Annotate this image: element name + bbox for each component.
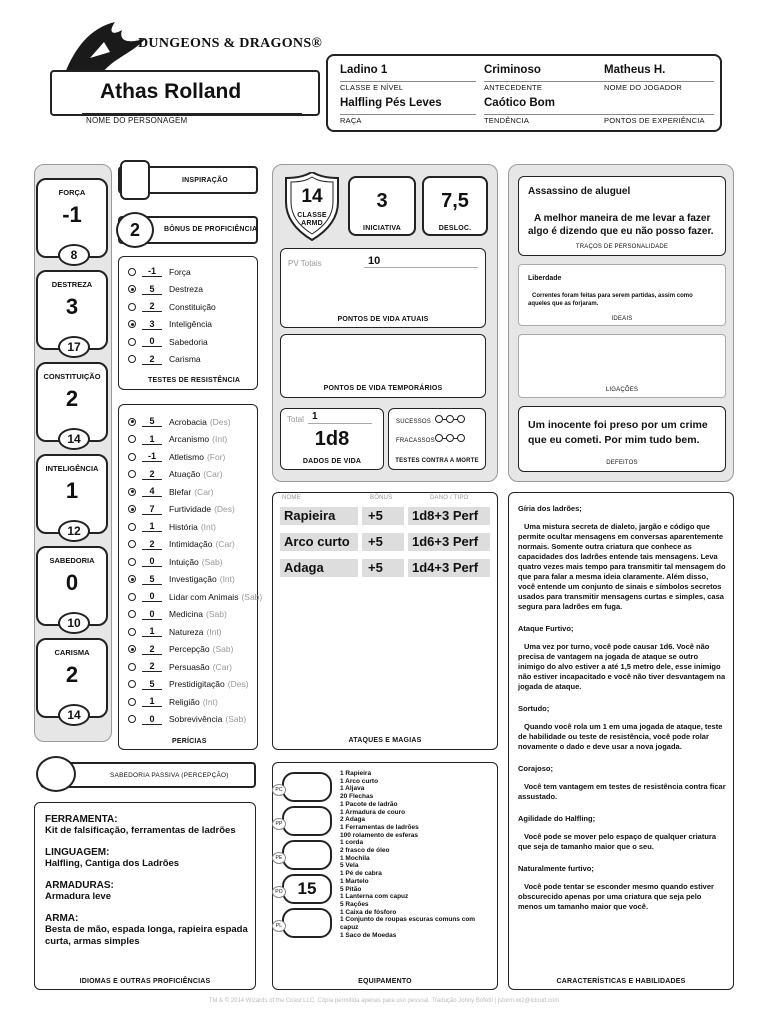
skill-name: Persuasão [169, 661, 210, 672]
skill-value[interactable]: 2 [142, 644, 162, 655]
proficiency-value[interactable]: 2 [116, 212, 154, 248]
feature-text: Você tem vantagem em testes de resistência contra ficar assustado. [518, 782, 726, 801]
proficiency-dot-icon[interactable] [128, 628, 136, 636]
proficiency-heading: ARMA: [45, 913, 79, 924]
traits-label: TRAÇOS DE PERSONALIDADE [575, 244, 669, 250]
skill-value[interactable]: 4 [142, 486, 162, 497]
character-name-label: NOME DO PERSONAGEM [86, 116, 188, 125]
features-list [518, 504, 726, 924]
equipment-item: 1 Rapieira [340, 770, 372, 777]
skill-name: Religião [169, 696, 200, 707]
attack-name[interactable]: Adaga [280, 559, 358, 577]
equipment-item: 1 Pé de cabra [340, 870, 382, 878]
equipment-item: 1 Caixa de fósforo [340, 908, 397, 916]
save-row[interactable] [128, 351, 201, 368]
skill-value[interactable]: 1 [142, 696, 162, 707]
equipment-item: 1 Pacote de ladrão [340, 800, 398, 808]
coin-pl[interactable] [275, 908, 332, 938]
proficiency-text: Kit de falsificação, ferramentas de ladrões [45, 825, 236, 836]
equipment-item: 1 Mochila [340, 854, 370, 862]
skill-value[interactable]: 0 [142, 714, 162, 725]
proficiency-dot-icon[interactable] [128, 645, 136, 653]
proficiency-dot-icon[interactable] [128, 715, 136, 723]
footer-text: TM & © 2014 Wizards of the Coast LLC. Cópia permitida apenas para uso pessoal. Tradução Johny Bofetti | jstorm.wiz@icloud.com [208, 998, 560, 1004]
equipment-item: 1 Martelo [340, 877, 369, 885]
hit-dice-total[interactable]: 1 [312, 411, 318, 422]
skill-row[interactable] [128, 536, 235, 553]
save-value[interactable]: 2 [142, 354, 162, 365]
skill-attribute: (Car) [194, 486, 214, 497]
equipment-item: 1 Armadura de couro [340, 808, 406, 816]
header-field-label: CLASSE E NÍVEL [340, 83, 404, 92]
armor-class-label: CLASSE ARMD [297, 212, 327, 227]
logo-text: DUNGEONS & DRAGONS® [138, 36, 323, 51]
skill-attribute: (Sab) [212, 644, 234, 654]
save-value[interactable]: 2 [142, 301, 162, 312]
skill-row[interactable] [128, 448, 225, 465]
skill-row[interactable] [128, 658, 232, 675]
skill-row[interactable] [128, 571, 235, 588]
save-value[interactable]: 3 [142, 319, 162, 330]
proficiency-label: BÔNUS DE PROFICIÊNCIA [164, 226, 258, 233]
attack-name[interactable]: Arco curto [280, 533, 358, 551]
header-field-value[interactable]: Caótico Bom [484, 97, 555, 109]
skill-row[interactable] [128, 483, 214, 500]
death-saves-label: TESTES CONTRA A MORTE [395, 458, 479, 464]
inspiration-value-box[interactable] [120, 160, 150, 200]
skill-row[interactable] [128, 606, 227, 623]
hp-current-label: PONTOS DE VIDA ATUAIS [337, 316, 429, 323]
proficiency-dot-icon[interactable] [128, 593, 136, 601]
feature-heading: Agilidade do Halfling; [518, 814, 596, 823]
proficiency-dot-icon[interactable] [128, 488, 136, 496]
attack-damage[interactable]: 1d8+3 Perf [408, 507, 490, 525]
equipment-item: 5 Pitão [340, 885, 362, 893]
proficiency-dot-icon[interactable] [128, 268, 136, 276]
proficiency-dot-icon[interactable] [128, 698, 136, 706]
death-success-3[interactable] [457, 415, 465, 423]
header-field-line [484, 114, 620, 115]
death-success-label: SUCESSOS [396, 419, 431, 425]
skill-row[interactable] [128, 501, 235, 518]
attacks-col-damage: DANO / TIPO [430, 495, 469, 501]
header-field-label: ANTECEDENTE [484, 83, 543, 92]
feature-heading: Gíria dos ladrões; [518, 504, 582, 513]
coin-pc[interactable] [275, 772, 332, 802]
attack-bonus[interactable]: +5 [362, 533, 404, 551]
attack-damage[interactable]: 1d4+3 Perf [408, 559, 490, 577]
skill-value[interactable]: 7 [142, 504, 162, 515]
armor-class-value[interactable]: 14 [301, 186, 323, 207]
feature-heading: Sortudo; [518, 704, 550, 713]
passive-perception-value[interactable] [36, 756, 76, 792]
ideals-title: Liberdade [528, 275, 562, 282]
speed-value: 7,5 [441, 190, 469, 212]
header-field-value[interactable]: Ladino 1 [340, 64, 388, 76]
ability-modifier[interactable]: 3 [65, 294, 79, 319]
ideals-text: Correntes foram feitas para serem partidas, assim como aqueles que as forjaram. [528, 293, 693, 307]
flaws-text: Um inocente foi preso por um crime que eu cometi. Por mim tudo bem. [528, 419, 708, 446]
skill-attribute: (Int) [219, 574, 235, 584]
skill-value[interactable]: 1 [142, 434, 162, 445]
proficiency-dot-icon[interactable] [128, 338, 136, 346]
equipment-item: 2 Adaga [340, 816, 366, 824]
character-name[interactable]: Athas Rolland [100, 80, 242, 103]
features-title: CARACTERÍSTICAS E HABILIDADES [556, 978, 686, 985]
ability-4 [36, 546, 108, 630]
skill-name: Medicina [169, 609, 204, 619]
save-name: Força [169, 266, 191, 277]
proficiency-dot-icon[interactable] [128, 680, 136, 688]
hit-dice-total-label: Total [287, 415, 304, 424]
proficiencies-title: IDIOMAS E OUTRAS PROFICIÊNCIAS [79, 978, 211, 985]
skill-value[interactable]: -1 [142, 451, 162, 462]
ability-modifier[interactable]: 2 [65, 386, 79, 411]
feature-heading: Naturalmente furtivo; [518, 864, 594, 873]
skill-row[interactable] [128, 711, 246, 728]
proficiency-dot-icon[interactable] [128, 558, 136, 566]
ability-score[interactable]: 17 [58, 336, 90, 358]
skill-name: Arcanismo [169, 434, 210, 444]
attacks-title: ATAQUES E MAGIAS [348, 737, 422, 744]
ability-modifier[interactable]: 1 [65, 478, 79, 503]
header-field-label: RAÇA [340, 116, 362, 125]
skill-attribute: (Car) [203, 469, 223, 479]
skill-value[interactable]: 0 [142, 556, 162, 567]
ability-0 [36, 178, 108, 262]
save-value[interactable]: 5 [142, 284, 162, 295]
skill-attribute: (Des) [209, 416, 231, 427]
proficiency-heading: LINGUAGEM: [45, 847, 110, 858]
ability-modifier[interactable]: -1 [62, 202, 82, 227]
skill-attribute: (Car) [215, 539, 235, 549]
skill-attribute: (Sab) [241, 591, 263, 602]
skill-value[interactable]: 2 [142, 539, 162, 550]
ability-score[interactable]: 12 [58, 520, 90, 542]
skill-attribute: (Sab) [201, 556, 223, 567]
bonds-label: LIGAÇÕES [605, 387, 639, 393]
feature-heading: Ataque Furtivo; [518, 624, 574, 633]
hp-max-label: PV Totais [288, 259, 322, 268]
hp-temp-label: PONTOS DE VIDA TEMPORÁRIOS [323, 385, 443, 392]
ability-2 [36, 362, 108, 446]
equipment-item: 1 Arco curto [340, 777, 379, 785]
equipment-item: 1 Lanterna com capuz [340, 893, 409, 901]
ability-name: INTELIGÊNCIA [45, 464, 99, 473]
header-field-line [604, 114, 714, 115]
attack-damage[interactable]: 1d6+3 Perf [408, 533, 490, 551]
skill-value[interactable]: 0 [142, 591, 162, 602]
skill-attribute: (For) [206, 451, 226, 462]
coin-label: PO [272, 886, 286, 898]
attacks-col-name: NOME [282, 495, 301, 501]
feature-text: Uma mistura secreta de dialeto, jargão e código que permite ocultar mensagens em conversas aparentemente normais. Somente outra criatura que conhece as capacidades dos ladrões entende tais mensagens. Leva quatro vezes mais tempo para transmitir tal mensagem do que para falar a mesma ideia claramente. Além disso, você entende um conjunto de sinais e símbolos secretos usados para transmitir mensagens curtas e simples, casa segura para ladrões em fuga. [518, 522, 726, 611]
skill-name: Intimidação [169, 539, 213, 549]
equipment-title: EQUIPAMENTO [358, 978, 412, 985]
attacks-box [272, 492, 498, 750]
proficiency-dot-icon[interactable] [128, 355, 136, 363]
equipment-list [340, 770, 488, 939]
save-name: Constituição [169, 301, 216, 312]
death-fail-1[interactable] [435, 434, 443, 442]
header-field-label: TENDÊNCIA [484, 116, 530, 125]
equipment-item: 1 corda [340, 839, 364, 847]
header-field-value[interactable]: Criminoso [484, 64, 541, 76]
proficiency-dot-icon[interactable] [128, 610, 136, 618]
speed-label: DESLOC. [438, 225, 472, 232]
initiative-label: INICIATIVA [363, 225, 401, 232]
skills-title: PERÍCIAS [172, 738, 207, 745]
skill-name: Atuação [169, 469, 201, 479]
coin-pp[interactable] [275, 806, 332, 836]
proficiency-dot-icon[interactable] [128, 453, 136, 461]
hit-dice-label: DADOS DE VIDA [302, 458, 362, 465]
header-field-value[interactable]: Matheus H. [604, 64, 666, 76]
feature-heading: Corajoso; [518, 764, 554, 773]
save-row[interactable] [128, 298, 216, 315]
passive-perception-label: SABEDORIA PASSIVA (PERCEPÇÃO) [110, 772, 229, 779]
coin-po[interactable] [275, 874, 332, 904]
proficiency-text: Armadura leve [45, 891, 112, 902]
proficiency-dot-icon[interactable] [128, 523, 136, 531]
hp-max-value[interactable]: 10 [368, 255, 381, 267]
skill-attribute: (Sab) [206, 609, 227, 619]
skill-value[interactable]: 5 [142, 416, 162, 427]
saves-title: TESTES DE RESISTÊNCIA [148, 377, 241, 384]
ability-modifier[interactable]: 2 [65, 662, 79, 687]
header-field-value[interactable]: Halfling Pés Leves [340, 97, 442, 109]
skill-value[interactable]: 5 [142, 679, 162, 690]
feature-text: Quando você rola um 1 em uma jogada de ataque, teste de habilidade ou teste de resistência, você pode rolar novamente o dado e deve usar a nova jogada. [518, 722, 723, 751]
ability-1 [36, 270, 108, 354]
coin-label: PP [272, 818, 286, 830]
hit-dice-value[interactable]: 1d8 [314, 428, 350, 450]
coin-label: PC [272, 784, 286, 796]
ability-3 [36, 454, 108, 538]
header-field-label: NOME DO JOGADOR [604, 83, 683, 92]
ability-name: CONSTITUIÇÃO [43, 372, 101, 381]
skill-row[interactable] [128, 676, 249, 693]
ideals-label: IDEAIS [611, 316, 633, 322]
skill-name: Blefar [169, 486, 192, 497]
header-field-line [484, 81, 620, 82]
save-value[interactable]: -1 [142, 266, 162, 277]
proficiency-text: Besta de mão, espada longa, rapieira espada curta, armas simples [45, 924, 248, 947]
death-fail-3[interactable] [457, 434, 465, 442]
header-field-line [604, 81, 714, 82]
name-line [82, 113, 302, 114]
skill-row[interactable] [128, 466, 223, 483]
ability-name: DESTREZA [51, 280, 93, 289]
save-row[interactable] [128, 333, 208, 350]
skill-row[interactable] [128, 588, 262, 605]
equipment-item: 5 Vela [340, 862, 359, 870]
traits-text: A melhor maneira de me levar a fazer algo é dizendo que eu não posso fazer. [528, 213, 714, 237]
death-fail-label: FRACASSOS [396, 438, 435, 444]
save-row[interactable] [128, 316, 212, 333]
ability-name: FORÇA [58, 188, 86, 197]
skill-attribute: (Int) [202, 696, 218, 707]
proficiency-dot-icon[interactable] [128, 575, 136, 583]
equipment-item: 2 frasco de óleo [340, 847, 390, 855]
skill-name: Investigação [169, 574, 217, 584]
attack-name[interactable]: Rapieira [280, 507, 358, 525]
skill-name: História [169, 521, 198, 532]
ability-score[interactable]: 10 [58, 612, 90, 634]
proficiency-dot-icon[interactable] [128, 435, 136, 443]
skill-name: Intuição [169, 556, 199, 567]
coin-label: PL [272, 920, 286, 932]
proficiency-dot-icon[interactable] [128, 663, 136, 671]
skill-row[interactable] [128, 553, 223, 570]
feature-text: Você pode tentar se esconder mesmo quando estiver obscurecido apenas por uma criatura que seja pelo menos um tamanho maior que você. [518, 882, 714, 911]
header-field-line [340, 114, 476, 115]
skill-row[interactable] [128, 518, 216, 535]
save-name: Destreza [169, 284, 204, 294]
equipment-item: 100 rolamento de esferas [340, 831, 419, 839]
hit-dice-total-line [308, 423, 372, 424]
attack-bonus[interactable]: +5 [362, 559, 404, 577]
skill-name: Furtividade [169, 504, 212, 514]
skill-value[interactable]: 2 [142, 661, 162, 672]
skill-row[interactable] [128, 693, 218, 710]
skill-name: Natureza [169, 626, 204, 637]
proficiency-dot-icon[interactable] [128, 540, 136, 548]
skill-row[interactable] [128, 413, 231, 430]
death-fail-circles[interactable] [436, 434, 465, 442]
skill-attribute: (Int) [206, 626, 222, 637]
skill-name: Sobrevivência [169, 714, 223, 724]
death-success-circles[interactable] [436, 415, 465, 423]
save-name: Inteligência [169, 319, 213, 329]
skill-value[interactable]: 2 [142, 469, 162, 480]
skill-row[interactable] [128, 641, 233, 658]
save-row[interactable] [128, 281, 203, 298]
skill-attribute: (Car) [212, 661, 232, 672]
ability-5 [36, 638, 108, 722]
save-value[interactable]: 0 [142, 336, 162, 347]
ability-modifier[interactable]: 0 [65, 570, 79, 595]
skill-attribute: (Int) [200, 521, 216, 532]
skill-value[interactable]: 5 [142, 574, 162, 585]
proficiency-dot-icon[interactable] [128, 285, 136, 293]
skill-name: Prestidigitação [169, 679, 225, 689]
death-success-2[interactable] [446, 415, 454, 423]
proficiency-heading: FERRAMENTA: [45, 814, 118, 825]
equipment-item: 1 Aljava [340, 785, 365, 793]
hp-max-line [364, 267, 478, 268]
feature-text: Uma vez por turno, você pode causar 1d6. Você não precisa de vantagem na jogada de ataque se outro inimigo do alvo estiver a até 1,5 metro dele, esse inimigo não estiver incapacitado e você não tiver desvantagem na jogada de ataque. [518, 642, 726, 691]
save-name: Carisma [169, 354, 201, 364]
skill-attribute: (Int) [212, 434, 228, 444]
proficiency-dot-icon[interactable] [128, 303, 136, 311]
proficiency-dot-icon[interactable] [128, 505, 136, 513]
header-field-label: PONTOS DE EXPERIÊNCIA [604, 116, 705, 125]
skill-attribute: (Des) [214, 504, 235, 514]
attack-bonus[interactable]: +5 [362, 507, 404, 525]
equipment-item: 1 Saco de Moedas [340, 931, 397, 939]
initiative-value: 3 [376, 190, 388, 212]
skill-attribute: (Sab) [225, 714, 247, 724]
proficiencies-list [45, 814, 251, 958]
skill-value[interactable]: 1 [142, 521, 162, 532]
proficiency-text: Halfling, Cantiga dos Ladrões [45, 858, 180, 869]
equipment-item: 1 Ferramentas de ladrões [340, 823, 419, 831]
proficiency-dot-icon[interactable] [128, 320, 136, 328]
skill-row[interactable] [128, 431, 227, 448]
death-success-1[interactable] [435, 415, 443, 423]
attacks-col-bonus: BÔNUS [370, 495, 393, 501]
equipment-item: 20 Flechas [340, 793, 374, 801]
flaws-label: DEFEITOS [606, 460, 638, 466]
ability-name: CARISMA [54, 648, 90, 657]
equipment-item: 1 Conjunto de roupas escuras comuns com capuz [340, 916, 476, 932]
ability-score[interactable]: 14 [58, 428, 90, 450]
save-row[interactable] [128, 263, 191, 280]
ability-score[interactable]: 14 [58, 704, 90, 726]
coin-value[interactable]: 15 [297, 879, 317, 898]
save-name: Sabedoria [169, 336, 208, 347]
ability-score[interactable]: 8 [58, 244, 90, 266]
skill-name: Percepção [169, 644, 210, 654]
skill-attribute: (Des) [227, 679, 249, 689]
skill-value[interactable]: 0 [142, 609, 162, 620]
proficiency-dot-icon[interactable] [128, 470, 136, 478]
skill-row[interactable] [128, 623, 222, 640]
feature-text: Você pode se mover pelo espaço de qualquer criatura que seja de tamanho maior que o seu. [518, 832, 717, 851]
equipment-item: 5 Rações [340, 900, 369, 908]
inspiration-label: INSPIRAÇÃO [182, 177, 228, 184]
skill-name: Lidar com Animais [169, 591, 239, 602]
traits-title: Assassino de aluguel [528, 186, 631, 197]
skill-name: Atletismo [169, 451, 204, 462]
coin-label: PE [272, 852, 286, 864]
coin-pe[interactable] [275, 840, 332, 870]
proficiency-heading: ARMADURAS: [45, 880, 114, 891]
header-field-line [340, 81, 476, 82]
proficiency-dot-icon[interactable] [128, 418, 136, 426]
ability-name: SABEDORIA [49, 556, 95, 565]
death-fail-2[interactable] [446, 434, 454, 442]
skill-name: Acrobacia [169, 416, 207, 427]
skill-value[interactable]: 1 [142, 626, 162, 637]
